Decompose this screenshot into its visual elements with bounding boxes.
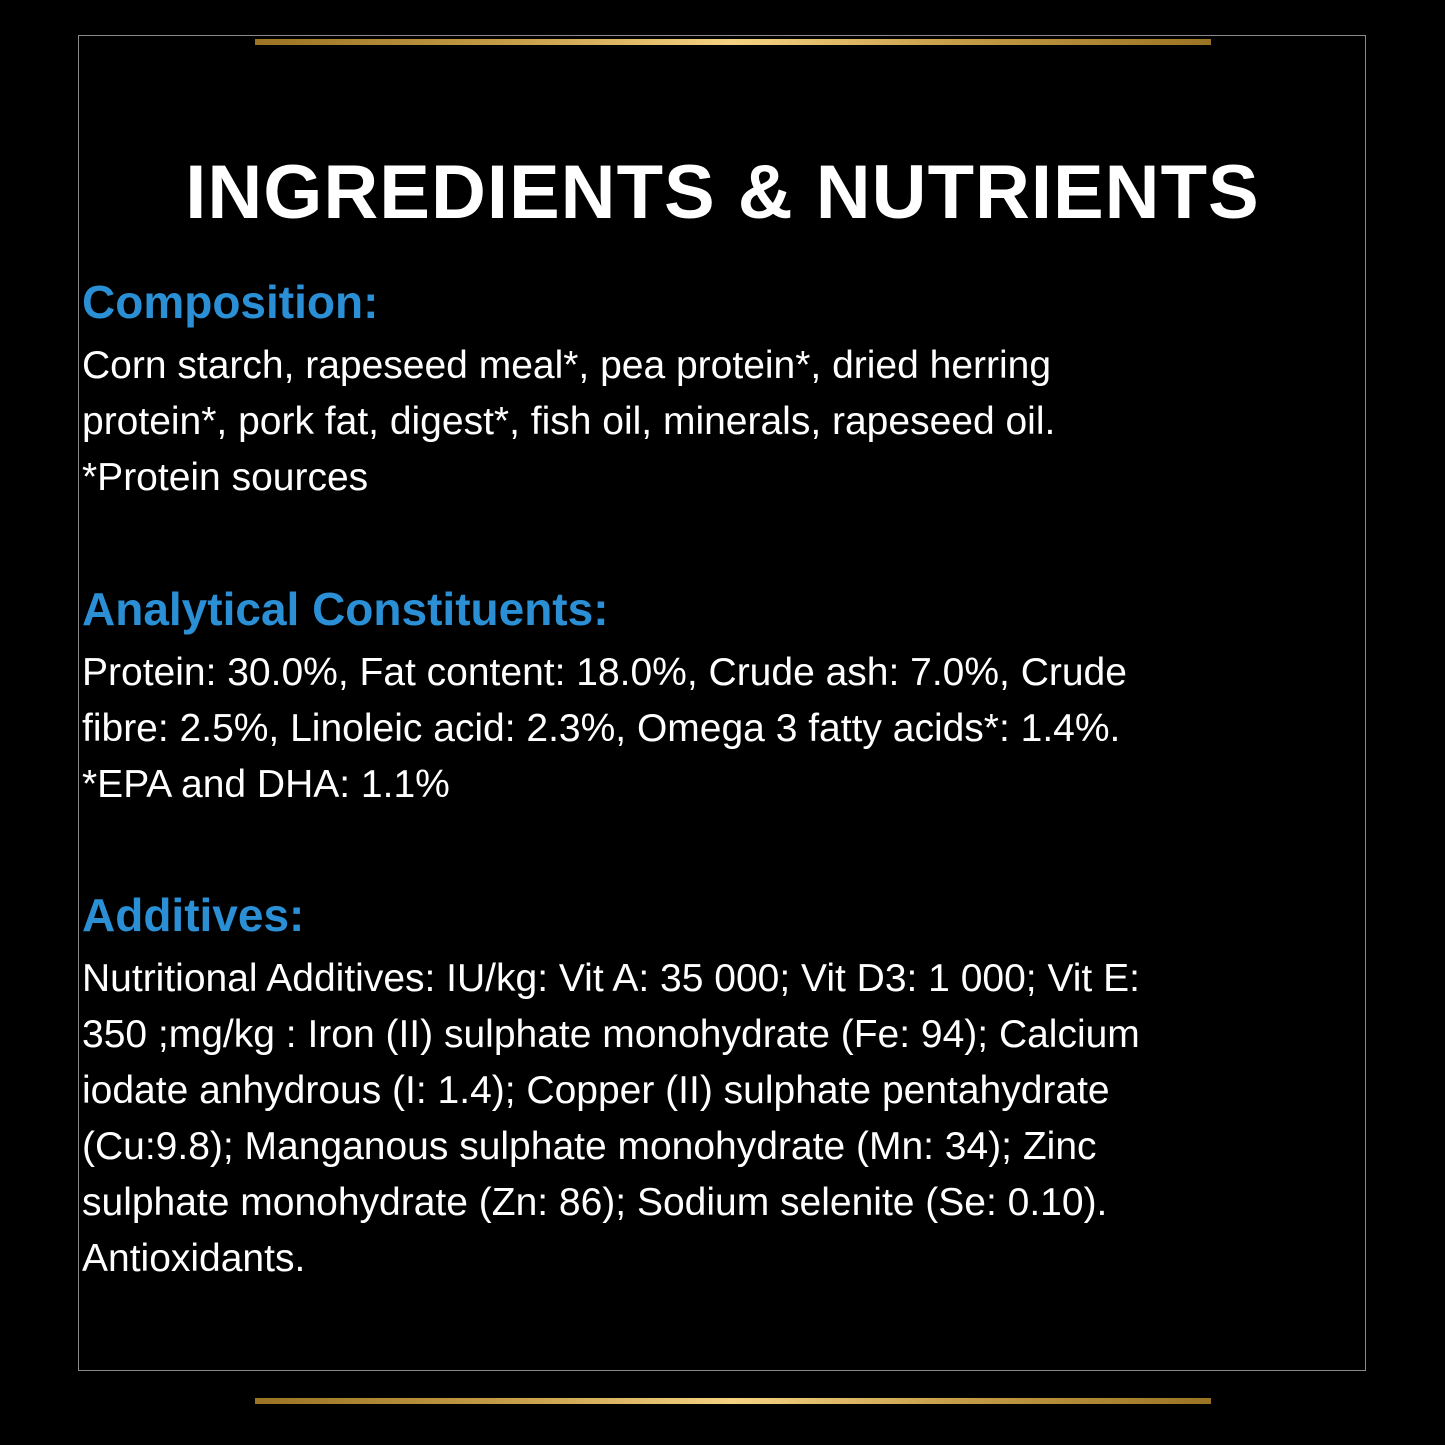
additives-text-line: (Cu:9.8); Manganous sulphate monohydrate (Mn: 34); Zinc [82,1125,1097,1168]
top-gold-divider [255,39,1211,45]
analytical-footnote: *EPA and DHA: 1.1% [82,763,450,806]
additives-text-line: iodate anhydrous (I: 1.4); Copper (II) sulphate pentahydrate [82,1069,1110,1112]
additives-text-line: sulphate monohydrate (Zn: 86); Sodium selenite (Se: 0.10). [82,1181,1108,1224]
bottom-gold-divider [255,1398,1211,1404]
additives-text-line: Nutritional Additives: IU/kg: Vit A: 35 000; Vit D3: 1 000; Vit E: [82,957,1140,1000]
analytical-constituents-heading: Analytical Constituents: [82,583,609,635]
analytical-constituents-section [82,581,1372,813]
additives-text-line: Antioxidants. [82,1237,306,1280]
additives-section [82,887,1372,1287]
additives-heading: Additives: [82,889,305,941]
composition-heading: Composition: [82,276,379,328]
composition-text-line: Corn starch, rapeseed meal*, pea protein*, dried herring [82,344,1052,387]
composition-footnote: *Protein sources [82,456,369,499]
additives-text-line: 350 ;mg/kg : Iron (II) sulphate monohydrate (Fe: 94); Calcium [82,1013,1140,1056]
page-title: INGREDIENTS & NUTRIENTS [185,149,1260,235]
composition-section [82,274,1372,506]
composition-text-line: protein*, pork fat, digest*, fish oil, minerals, rapeseed oil. [82,400,1056,443]
analytical-text-line: Protein: 30.0%, Fat content: 18.0%, Crude ash: 7.0%, Crude [82,651,1127,694]
analytical-text-line: fibre: 2.5%, Linoleic acid: 2.3%, Omega 3 fatty acids*: 1.4%. [82,707,1121,750]
